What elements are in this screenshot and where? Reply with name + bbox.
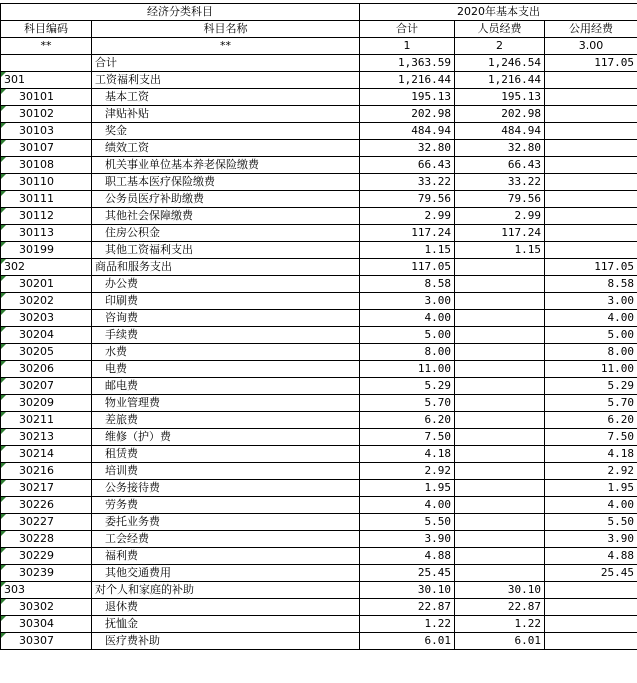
row-personnel: 2.99 [455, 208, 545, 225]
row-personnel [455, 276, 545, 293]
index-personnel: 2 [455, 38, 545, 55]
row-subject-code: 30217 [1, 480, 92, 497]
header-personnel-expense: 人员经费 [455, 21, 545, 38]
row-public [545, 89, 637, 106]
row-subject-code: 301 [1, 72, 92, 89]
row-total: 4.00 [360, 310, 455, 327]
row-total: 1.95 [360, 480, 455, 497]
index-public: 3.00 [545, 38, 637, 55]
row-subject-name: 手续费 [92, 327, 360, 344]
index-name-mark: ** [92, 38, 360, 55]
row-total: 8.00 [360, 344, 455, 361]
row-total: 117.24 [360, 225, 455, 242]
row-subject-name: 其他社会保障缴费 [92, 208, 360, 225]
row-subject-name: 工资福利支出 [92, 72, 360, 89]
row-subject-name: 公务接待费 [92, 480, 360, 497]
table-row [1, 106, 637, 123]
row-subject-name: 退休费 [92, 599, 360, 616]
row-personnel [455, 259, 545, 276]
row-personnel [455, 310, 545, 327]
row-subject-code: 30101 [1, 89, 92, 106]
row-personnel [455, 463, 545, 480]
row-subject-code: 302 [1, 259, 92, 276]
row-subject-name: 基本工资 [92, 89, 360, 106]
row-public [545, 191, 637, 208]
row-subject-code: 30206 [1, 361, 92, 378]
row-subject-name: 商品和服务支出 [92, 259, 360, 276]
row-personnel: 484.94 [455, 123, 545, 140]
summary-personnel: 1,246.54 [455, 55, 545, 72]
row-public: 117.05 [545, 259, 637, 276]
row-personnel: 117.24 [455, 225, 545, 242]
header-basic-expenditure-year: 2020年基本支出 [360, 4, 637, 21]
row-public: 5.70 [545, 395, 637, 412]
row-personnel [455, 344, 545, 361]
row-personnel: 6.01 [455, 633, 545, 650]
row-public: 7.50 [545, 429, 637, 446]
row-total: 5.00 [360, 327, 455, 344]
header-subject-name: 科目名称 [92, 21, 360, 38]
table-row [1, 480, 637, 497]
summary-total: 1,363.59 [360, 55, 455, 72]
row-public [545, 225, 637, 242]
row-total: 66.43 [360, 157, 455, 174]
table-row [1, 310, 637, 327]
row-subject-name: 抚恤金 [92, 616, 360, 633]
row-subject-name: 福利费 [92, 548, 360, 565]
row-subject-code: 30239 [1, 565, 92, 582]
table-row [1, 463, 637, 480]
row-subject-name: 奖金 [92, 123, 360, 140]
row-total: 2.99 [360, 208, 455, 225]
table-row [1, 157, 637, 174]
table-row [1, 293, 637, 310]
row-subject-name: 机关事业单位基本养老保险缴费 [92, 157, 360, 174]
row-public [545, 72, 637, 89]
index-code-mark: ** [1, 38, 92, 55]
row-public: 2.92 [545, 463, 637, 480]
row-total: 30.10 [360, 582, 455, 599]
row-public: 8.00 [545, 344, 637, 361]
row-public [545, 599, 637, 616]
table-row [1, 259, 637, 276]
row-subject-code: 30202 [1, 293, 92, 310]
table-row [1, 412, 637, 429]
row-personnel [455, 412, 545, 429]
row-public [545, 582, 637, 599]
row-public: 4.88 [545, 548, 637, 565]
table-row [1, 565, 637, 582]
row-total: 25.45 [360, 565, 455, 582]
row-subject-code: 30216 [1, 463, 92, 480]
row-subject-code: 30307 [1, 633, 92, 650]
row-subject-code: 30103 [1, 123, 92, 140]
row-total: 33.22 [360, 174, 455, 191]
table-row [1, 89, 637, 106]
row-total: 1.15 [360, 242, 455, 259]
row-subject-name: 公务员医疗补助缴费 [92, 191, 360, 208]
row-public [545, 633, 637, 650]
summary-code-cell [1, 55, 92, 72]
row-personnel [455, 565, 545, 582]
row-public: 4.00 [545, 497, 637, 514]
row-total: 195.13 [360, 89, 455, 106]
table-row [1, 174, 637, 191]
row-total: 5.70 [360, 395, 455, 412]
row-subject-name: 其他工资福利支出 [92, 242, 360, 259]
row-total: 1.22 [360, 616, 455, 633]
row-personnel [455, 531, 545, 548]
table-row [1, 446, 637, 463]
row-personnel: 66.43 [455, 157, 545, 174]
row-subject-name: 其他交通费用 [92, 565, 360, 582]
row-personnel [455, 446, 545, 463]
table-row [1, 242, 637, 259]
table-row [1, 327, 637, 344]
table-row [1, 514, 637, 531]
row-total: 3.90 [360, 531, 455, 548]
row-subject-code: 30302 [1, 599, 92, 616]
row-public: 3.90 [545, 531, 637, 548]
row-personnel: 79.56 [455, 191, 545, 208]
row-total: 11.00 [360, 361, 455, 378]
row-subject-name: 对个人和家庭的补助 [92, 582, 360, 599]
row-total: 22.87 [360, 599, 455, 616]
index-total: 1 [360, 38, 455, 55]
row-subject-name: 租赁费 [92, 446, 360, 463]
row-personnel [455, 293, 545, 310]
row-subject-code: 30209 [1, 395, 92, 412]
row-total: 32.80 [360, 140, 455, 157]
row-public [545, 242, 637, 259]
row-subject-code: 30110 [1, 174, 92, 191]
row-total: 4.18 [360, 446, 455, 463]
table-row [1, 548, 637, 565]
row-personnel: 32.80 [455, 140, 545, 157]
table-row [1, 429, 637, 446]
row-personnel [455, 429, 545, 446]
row-subject-name: 绩效工资 [92, 140, 360, 157]
row-public [545, 174, 637, 191]
row-personnel [455, 514, 545, 531]
row-public: 1.95 [545, 480, 637, 497]
row-subject-name: 电费 [92, 361, 360, 378]
header-index-row [1, 38, 637, 55]
row-subject-code: 30207 [1, 378, 92, 395]
row-subject-name: 维修（护）费 [92, 429, 360, 446]
row-public: 25.45 [545, 565, 637, 582]
row-total: 5.50 [360, 514, 455, 531]
row-personnel [455, 497, 545, 514]
table-row [1, 361, 637, 378]
row-subject-code: 30226 [1, 497, 92, 514]
header-column-row [1, 21, 637, 38]
row-personnel: 1.15 [455, 242, 545, 259]
table-row [1, 616, 637, 633]
table-row [1, 395, 637, 412]
row-subject-name: 物业管理费 [92, 395, 360, 412]
row-personnel: 30.10 [455, 582, 545, 599]
table-row [1, 378, 637, 395]
row-subject-code: 30199 [1, 242, 92, 259]
row-public [545, 106, 637, 123]
table-row [1, 225, 637, 242]
header-total: 合计 [360, 21, 455, 38]
table-row [1, 599, 637, 616]
table-row [1, 276, 637, 293]
table-row [1, 582, 637, 599]
row-total: 6.01 [360, 633, 455, 650]
row-total: 484.94 [360, 123, 455, 140]
row-public [545, 157, 637, 174]
row-personnel: 1.22 [455, 616, 545, 633]
row-public: 3.00 [545, 293, 637, 310]
row-personnel [455, 548, 545, 565]
table-row [1, 191, 637, 208]
row-public: 5.29 [545, 378, 637, 395]
row-total: 2.92 [360, 463, 455, 480]
row-subject-code: 30214 [1, 446, 92, 463]
row-public: 6.20 [545, 412, 637, 429]
row-public [545, 208, 637, 225]
row-subject-name: 办公费 [92, 276, 360, 293]
basic-expenditure-table [0, 3, 637, 650]
row-subject-name: 咨询费 [92, 310, 360, 327]
row-subject-name: 津贴补贴 [92, 106, 360, 123]
table-row [1, 633, 637, 650]
row-personnel: 33.22 [455, 174, 545, 191]
row-subject-name: 印刷费 [92, 293, 360, 310]
header-group-row [1, 4, 637, 21]
row-subject-code: 30304 [1, 616, 92, 633]
row-total: 6.20 [360, 412, 455, 429]
summary-label: 合计 [92, 55, 360, 72]
row-subject-name: 工会经费 [92, 531, 360, 548]
table-row [1, 140, 637, 157]
row-subject-code: 30201 [1, 276, 92, 293]
header-subject-code: 科目编码 [1, 21, 92, 38]
row-subject-code: 30228 [1, 531, 92, 548]
row-total: 8.58 [360, 276, 455, 293]
row-subject-code: 30111 [1, 191, 92, 208]
row-total: 117.05 [360, 259, 455, 276]
row-subject-code: 30204 [1, 327, 92, 344]
row-personnel [455, 361, 545, 378]
header-economic-category: 经济分类科目 [1, 4, 360, 21]
row-public: 5.50 [545, 514, 637, 531]
row-personnel [455, 327, 545, 344]
row-subject-code: 30203 [1, 310, 92, 327]
row-total: 3.00 [360, 293, 455, 310]
table-row [1, 72, 637, 89]
table-row [1, 123, 637, 140]
row-subject-name: 劳务费 [92, 497, 360, 514]
row-subject-code: 30113 [1, 225, 92, 242]
row-public [545, 123, 637, 140]
table-row [1, 497, 637, 514]
row-personnel [455, 395, 545, 412]
row-subject-code: 30213 [1, 429, 92, 446]
row-personnel: 195.13 [455, 89, 545, 106]
row-total: 1,216.44 [360, 72, 455, 89]
row-subject-code: 30112 [1, 208, 92, 225]
row-subject-code: 30107 [1, 140, 92, 157]
row-total: 79.56 [360, 191, 455, 208]
row-personnel: 22.87 [455, 599, 545, 616]
row-subject-name: 医疗费补助 [92, 633, 360, 650]
row-subject-code: 303 [1, 582, 92, 599]
row-subject-code: 30211 [1, 412, 92, 429]
table-row [1, 344, 637, 361]
row-total: 4.00 [360, 497, 455, 514]
row-subject-name: 差旅费 [92, 412, 360, 429]
row-public [545, 140, 637, 157]
row-total: 4.88 [360, 548, 455, 565]
row-personnel [455, 480, 545, 497]
row-subject-name: 职工基本医疗保险缴费 [92, 174, 360, 191]
summary-public: 117.05 [545, 55, 637, 72]
row-public: 4.00 [545, 310, 637, 327]
row-public: 8.58 [545, 276, 637, 293]
row-total: 7.50 [360, 429, 455, 446]
header-public-expense: 公用经费 [545, 21, 637, 38]
row-total: 202.98 [360, 106, 455, 123]
row-subject-code: 30108 [1, 157, 92, 174]
table-row [1, 208, 637, 225]
row-public: 5.00 [545, 327, 637, 344]
summary-row [1, 55, 637, 72]
row-total: 5.29 [360, 378, 455, 395]
row-subject-name: 水费 [92, 344, 360, 361]
table-row [1, 531, 637, 548]
row-subject-code: 30227 [1, 514, 92, 531]
row-public [545, 616, 637, 633]
row-subject-code: 30205 [1, 344, 92, 361]
table-body [1, 72, 637, 650]
row-subject-name: 住房公积金 [92, 225, 360, 242]
row-subject-name: 委托业务费 [92, 514, 360, 531]
row-subject-name: 邮电费 [92, 378, 360, 395]
row-subject-code: 30102 [1, 106, 92, 123]
row-personnel: 1,216.44 [455, 72, 545, 89]
row-public: 11.00 [545, 361, 637, 378]
row-subject-code: 30229 [1, 548, 92, 565]
row-public: 4.18 [545, 446, 637, 463]
row-personnel: 202.98 [455, 106, 545, 123]
row-personnel [455, 378, 545, 395]
row-subject-name: 培训费 [92, 463, 360, 480]
